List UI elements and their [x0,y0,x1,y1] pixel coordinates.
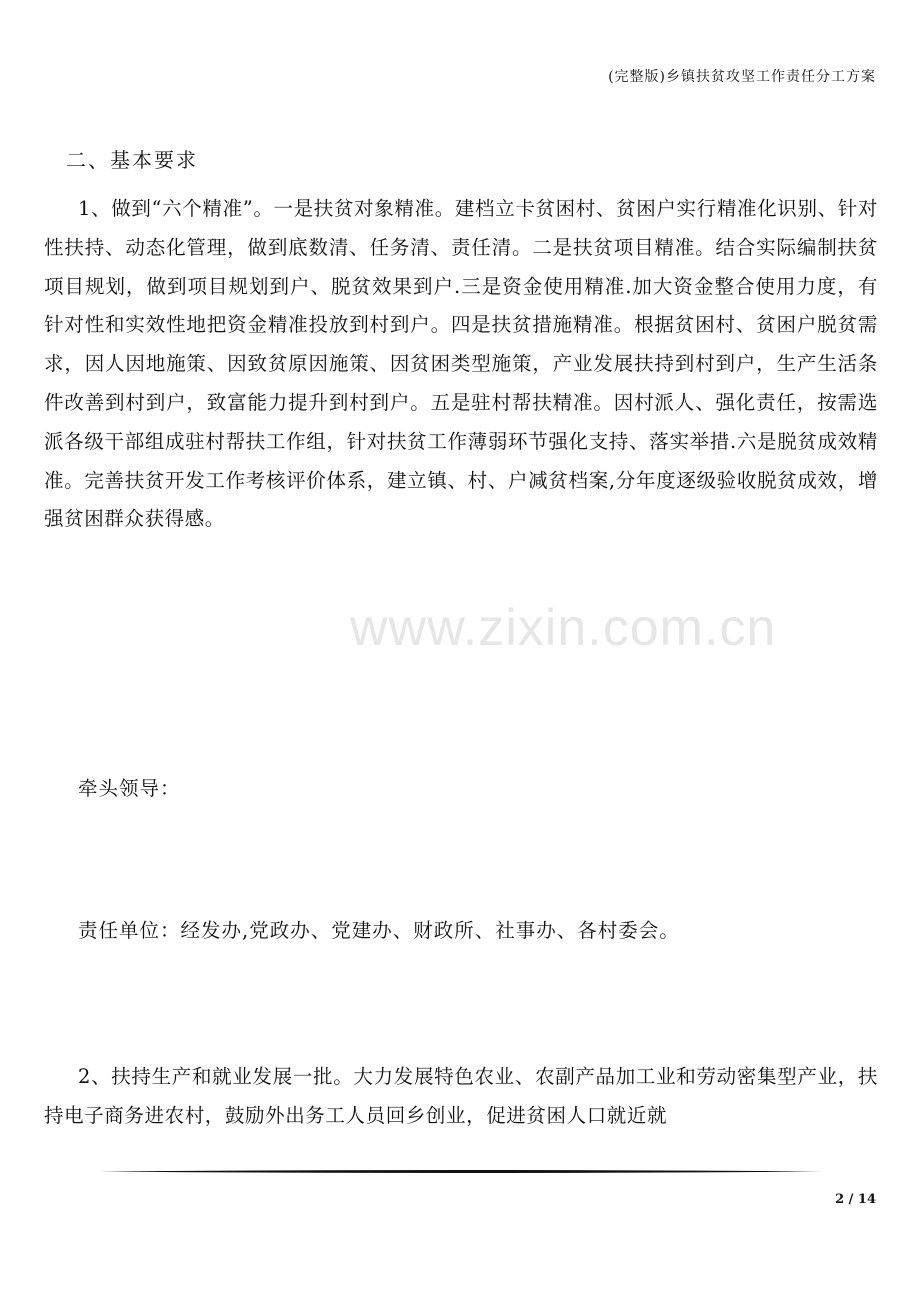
item1-paragraph: 1、做到“六个精准”。一是扶贫对象精准。建档立卡贫困村、贫困户实行精准化识别、针对性扶持、动态化管理，做到底数清、任务清、责任清。二是扶贫项目精准。结合实际编制扶贫项目规划，做到项目规划到户、脱贫效果到户.三是资金使用精准.加大资金整合使用力度，有针对性和实效性地把资金精准投放到村到户。四是扶贫措施精准。根据贫困村、贫困户脱贫需求，因人因地施策、因致贫原因施策、因贫困类型施策，产业发展扶持到村到户，生产生活条件改善到村到户，致富能力提升到村到户。五是驻村帮扶精准。因村派人、强化责任，按需选派各级干部组成驻村帮扶工作组，针对扶贫工作薄弱环节强化支持、落实举措.六是脱贫成效精准。完善扶贫开发工作考核评价体系，建立镇、村、户减贫档案,分年度逐级验收脱贫成效，增强贫困群众获得感。 [44,197,878,531]
watermark: www.zixin.com.cn [350,599,777,657]
responsible-units: 责任单位：经发办,党政办、党建办、财政所、社事办、各村委会。 [78,919,680,942]
page-number: 2 / 14 [835,1192,876,1207]
footer-divider [100,1169,821,1174]
item2-paragraph: 2、扶持生产和就业发展一批。大力发展特色农业、农副产品加工业和劳动密集型产业，扶持电子商务进农村，鼓励外出务工人员回乡创业，促进贫困人口就近就 [44,1065,878,1127]
document-header-title: (完整版)乡镇扶贫攻坚工作责任分工方案 [608,69,876,85]
lead-leader-label: 牵头领导： [78,777,181,800]
section-title: 二、基本要求 [66,148,198,172]
